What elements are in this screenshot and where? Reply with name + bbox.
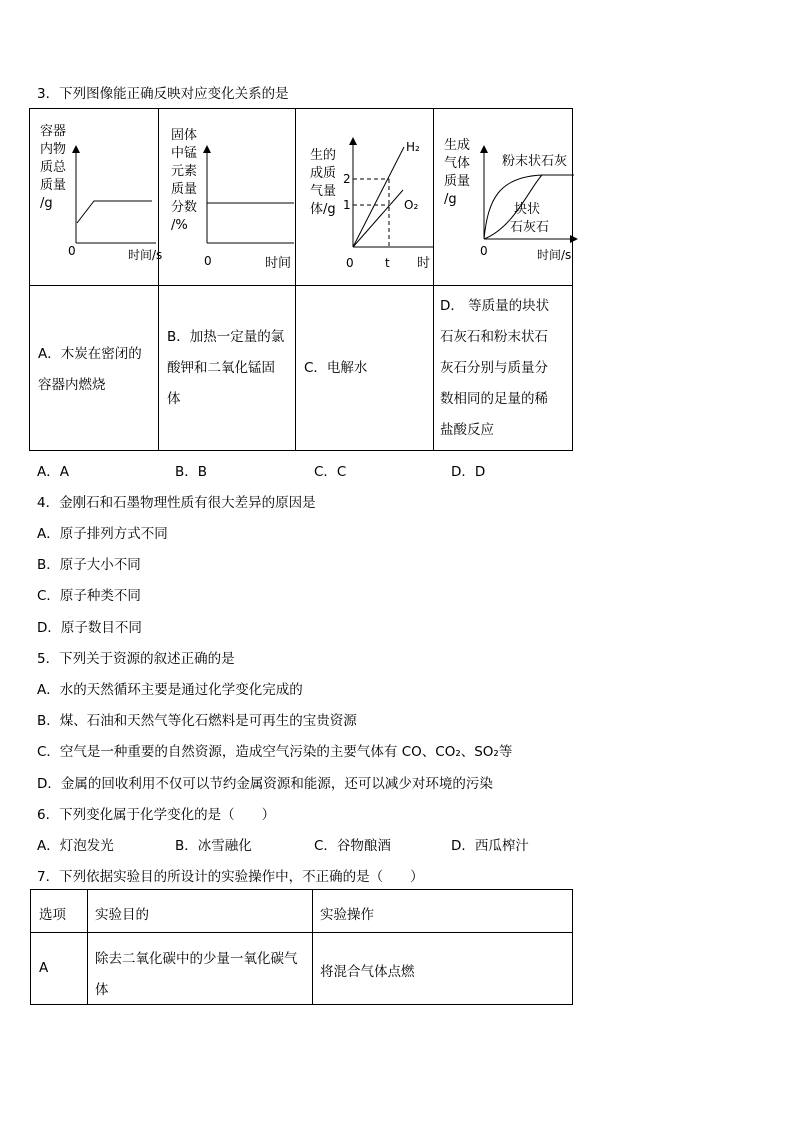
graph-b-ylabel-0: 固体 — [171, 128, 198, 143]
q4-option-a[interactable]: A．原子排列方式不同 — [37, 526, 168, 542]
cell-a: A．木炭在密闭的 容器内燃烧 — [38, 346, 142, 393]
cell-c: C．电解水 — [304, 360, 368, 376]
graph-c — [296, 109, 433, 285]
graph-d-curve2a: 块状 — [514, 202, 541, 217]
graph-d-origin: 0 — [480, 244, 488, 258]
q7-header-option: 选项 — [39, 907, 66, 923]
q7-stem: 7．下列依据实验目的所设计的实验操作中，不正确的是（ ） — [37, 869, 424, 885]
q4-option-b[interactable]: B．原子大小不同 — [37, 557, 141, 573]
graph-c-tick-2: 2 — [343, 172, 351, 186]
q5-option-b[interactable]: B．煤、石油和天然气等化石燃料是可再生的宝贵资源 — [37, 713, 357, 729]
graph-c-t: t — [385, 256, 390, 270]
graph-c-ylabel-0: 生的 — [310, 148, 337, 163]
cell-d: D． 等质量的块状 石灰石和粉末状石 灰石分别与质量分 数相同的足量的稀 盐酸反应 — [440, 298, 550, 438]
graph-d-ylabel-1: 气体 — [444, 156, 471, 171]
graph-b-ylabel-5: /% — [171, 218, 188, 233]
graph-a-ylabel-4: /g — [40, 196, 53, 211]
q5-option-c[interactable]: C．空气是一种重要的自然资源，造成空气污染的主要气体有 CO、CO₂、SO₂等 — [37, 744, 513, 760]
q6-option-d[interactable]: D．西瓜榨汁 — [451, 838, 529, 854]
q3-option-d[interactable]: D．D — [451, 464, 486, 480]
q3-table — [29, 108, 573, 451]
graph-c-tick-1: 1 — [343, 198, 351, 212]
graph-c-origin: 0 — [346, 256, 354, 270]
q7-table — [30, 889, 573, 1005]
cell-b: B．加热一定量的氯 酸钾和二氧化锰固 体 — [167, 329, 285, 407]
q7-header-operation: 实验操作 — [320, 907, 374, 923]
q4-option-c[interactable]: C．原子种类不同 — [37, 588, 141, 604]
q4-option-d[interactable]: D．原子数目不同 — [37, 620, 142, 636]
graph-a-origin: 0 — [68, 244, 76, 258]
graph-a-ylabel-2: 质总 — [40, 160, 67, 175]
q6-stem: 6．下列变化属于化学变化的是（ ） — [37, 807, 276, 823]
graph-a-ylabel-0: 容器 — [40, 124, 67, 139]
graph-b — [159, 109, 295, 285]
q6-option-b[interactable]: B．冰雪融化 — [175, 838, 252, 854]
graph-a-xlabel: 时间/s — [128, 248, 163, 262]
graph-b-xlabel: 时间 — [265, 256, 292, 271]
graph-d-curve2b: 石灰石 — [510, 220, 550, 235]
graph-a-ylabel-1: 内物 — [40, 142, 67, 157]
graph-b-ylabel-3: 质量 — [171, 182, 198, 197]
graph-b-origin: 0 — [204, 254, 212, 268]
graph-d — [434, 109, 574, 285]
graph-d-ylabel-3: /g — [444, 192, 457, 207]
q3-option-a[interactable]: A．A — [37, 464, 69, 480]
graph-b-ylabel-2: 元素 — [171, 164, 198, 179]
graph-b-ylabel-1: 中锰 — [171, 146, 198, 161]
graph-c-ylabel-2: 气量 — [310, 184, 337, 199]
graph-c-ylabel-3: 体/g — [310, 202, 336, 217]
q6-option-c[interactable]: C．谷物酿酒 — [314, 838, 391, 854]
q3-option-b[interactable]: B．B — [175, 464, 208, 480]
q5-option-a[interactable]: A．水的天然循环主要是通过化学变化完成的 — [37, 682, 303, 698]
q7-row-a-option: A — [39, 960, 49, 976]
graph-a-ylabel-3: 质量 — [40, 178, 67, 193]
graph-a — [30, 109, 163, 285]
graph-c-o2: O₂ — [404, 198, 419, 212]
q4-stem: 4．金刚石和石墨物理性质有很大差异的原因是 — [37, 495, 316, 511]
graph-c-h2: H₂ — [406, 140, 420, 154]
graph-b-ylabel-4: 分数 — [171, 200, 198, 215]
q5-option-d[interactable]: D．金属的回收利用不仅可以节约金属资源和能源，还可以减少对环境的污染 — [37, 776, 493, 792]
q3-stem: 3．下列图像能正确反映对应变化关系的是 — [37, 86, 289, 102]
graph-c-xlabel: 时 — [417, 256, 431, 271]
q6-option-a[interactable]: A．灯泡发光 — [37, 838, 114, 854]
q5-stem: 5．下列关于资源的叙述正确的是 — [37, 651, 235, 667]
q3-option-c[interactable]: C．C — [314, 464, 347, 480]
graph-d-ylabel-0: 生成 — [444, 138, 471, 153]
graph-d-xlabel: 时间/s — [537, 248, 572, 262]
q7-row-a-operation: 将混合气体点燃 — [320, 964, 415, 980]
q7-row-a-purpose: 除去二氧化碳中的少量一氧化碳气 体 — [95, 951, 298, 998]
graph-d-ylabel-2: 质量 — [444, 174, 471, 189]
graph-c-ylabel-1: 成质 — [310, 166, 337, 181]
graph-d-curve1: 粉末状石灰 — [502, 154, 568, 169]
q7-header-purpose: 实验目的 — [95, 907, 149, 923]
